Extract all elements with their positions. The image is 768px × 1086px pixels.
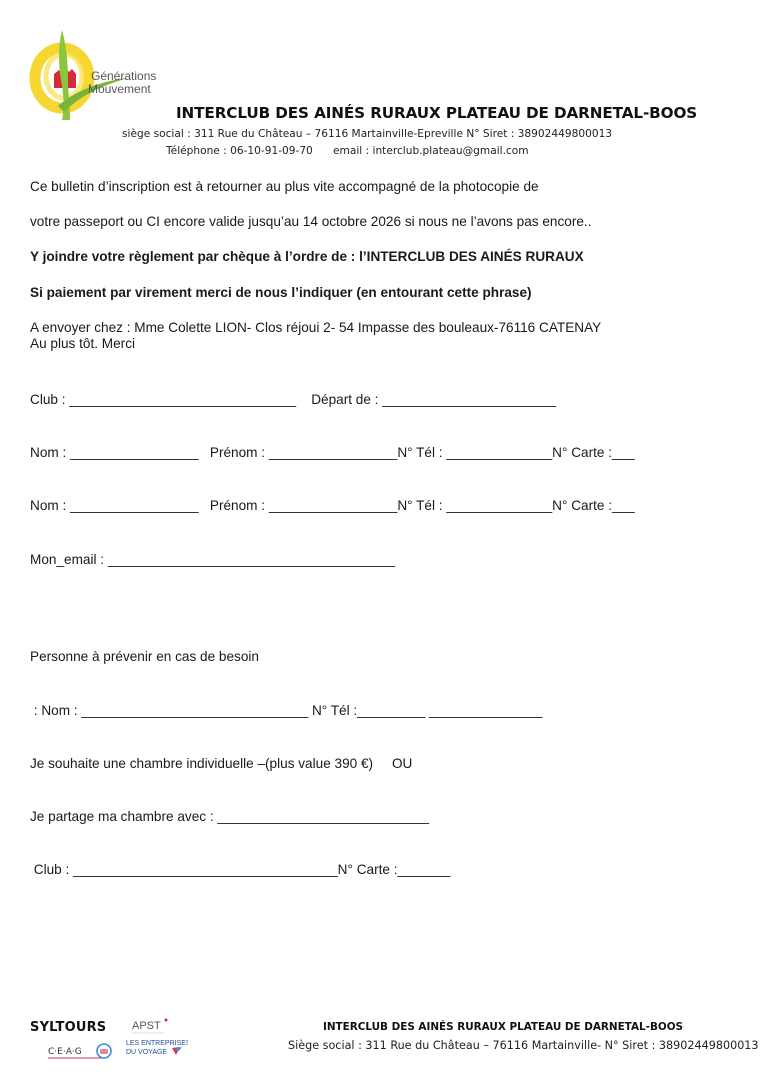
logo-line2: Mouvement: [88, 82, 151, 96]
payment-cheque-instruction: Y joindre votre règlement par chèque à l’ordre de : l’INTERCLUB DES AINÉS RURAUX: [30, 249, 584, 264]
payment-transfer-instruction: Si paiement par virement merci de nous l’indiquer (en entourant cette phrase): [30, 285, 532, 300]
asap-note: Au plus tôt. Merci: [30, 336, 136, 351]
apst-sub-1: LES ENTREPRISES: [126, 1040, 188, 1047]
send-to-address: A envoyer chez : Mme Colette LION- Clos réjoui 2- 54 Impasse des bouleaux-76116 CATENAY: [30, 320, 602, 335]
share-room-field[interactable]: Je partage ma chambre avec : ____________________________: [30, 809, 430, 824]
club-departure-field[interactable]: Club : ______________________________ Départ de : _______________________: [30, 392, 557, 407]
email-field[interactable]: Mon_email : ______________________________________: [30, 552, 396, 567]
intro-line-1: Ce bulletin d’inscription est à retourner au plus vite accompagné de la photocopie de: [30, 179, 539, 194]
generations-mouvement-logo: [28, 26, 178, 121]
emergency-contact-field[interactable]: : Nom : ______________________________ N° Tél :_________ _______________: [30, 703, 543, 718]
footer-address: Siège social : 311 Rue du Château – 76116 Martainville- N° Siret : 38902449800013: [288, 1039, 759, 1052]
emergency-contact-label: Personne à prévenir en cas de besoin: [30, 649, 259, 664]
contact-line: Téléphone : 06-10-91-09-70 email : interclub.plateau@gmail.com: [166, 145, 529, 157]
apst-text: APST: [132, 1020, 161, 1032]
apst-logo: [124, 1017, 188, 1063]
apst-sub-2: DU VOYAGE: [126, 1049, 168, 1056]
participant-2-field-row[interactable]: Nom : _________________ Prénom : _________________N° Tél : ______________N° Carte :___: [30, 498, 635, 513]
logo-graphic-icon: [28, 26, 178, 121]
syltours-logo: SYLTOURS: [30, 1020, 107, 1035]
intro-line-2: votre passeport ou CI encore valide jusqu’au 14 octobre 2026 si nous ne l’avons pas encore..: [30, 214, 592, 229]
footer-title: INTERCLUB DES AINÉS RURAUX PLATEAU DE DARNETAL-BOOS: [323, 1021, 684, 1033]
roommate-club-card-field[interactable]: Club : ___________________________________N° Carte :_______: [30, 862, 451, 877]
ceag-logo: [46, 1041, 116, 1061]
address-line: siège social : 311 Rue du Château – 76116 Martainville-Epreville N° Siret : 38902449800013: [122, 128, 613, 140]
ceag-text: C·E·A·G: [48, 1047, 82, 1057]
logo-line1: Générations: [91, 69, 157, 83]
document-title: INTERCLUB DES AINÉS RURAUX PLATEAU DE DARNETAL-BOOS: [176, 104, 698, 122]
participant-1-field-row[interactable]: Nom : _________________ Prénom : _________________N° Tél : ______________N° Carte :___: [30, 445, 635, 460]
single-room-option[interactable]: Je souhaite une chambre individuelle –(plus value 390 €) OU: [30, 756, 413, 771]
